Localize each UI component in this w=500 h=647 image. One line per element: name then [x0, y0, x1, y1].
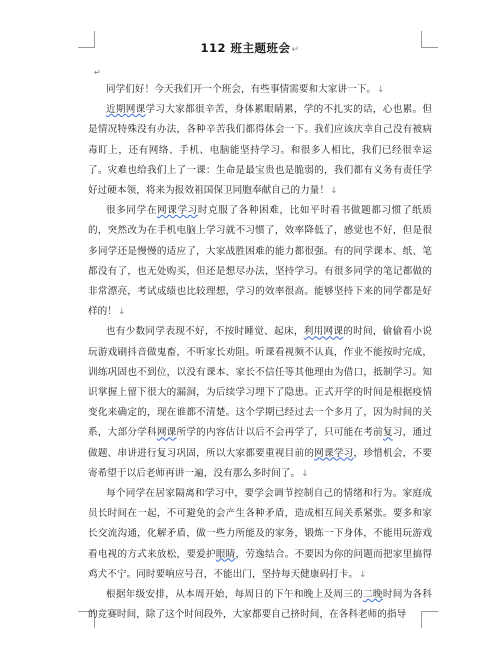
title-text: 112 班主题班会	[200, 41, 291, 55]
paragraph-text: 根据年级安排，从本周开始，每周日的下午和晚上及周三的	[106, 589, 364, 601]
paragraph-text: 学习大家都很辛苦，身体累眼睛累，学的不扎实的话，心也累。但是情况特殊没有办法，各种辛苦我们都得体会一下。我们应该庆幸自己没有被病毒盯上，还有网络、手机、电脑能坚持学习。和很多人相比，我们已经很幸运了。灾难也给我们上了一课：生命是最宝贵也是脆弱的，我们都有义务有责任学好过硬本领，将来为报效祖国保卫同胞奉献自己的力量！	[88, 104, 432, 197]
spellcheck-underlined-text: 近期网课	[106, 104, 146, 116]
paragraph-text: 的时间，偷偷看小说玩游戏刷抖音做鬼畜，不听家长劝阻。听课看视频不认真，作业不能按时完成，训练巩固也不到位，以没有课本、家长不信任等其他理由为借口，抵制学习。知识掌握上留下很大的漏洞，为后续学习埋下了隐患。正式开学的时间是根据疫情变化来确定的，现在谁都不清楚。这个学期已经过去一个多月了，因为时间的关系，大部分学科	[88, 326, 432, 439]
paragraph-text: 同学们好！今天我们开一个班会，有些事情需要和大家讲一下。	[106, 84, 377, 95]
paragraph-2	[88, 100, 432, 201]
spellcheck-underlined-text: 眼睛	[215, 548, 236, 560]
paragraph-3	[88, 201, 432, 322]
paragraph-mark: ↓	[117, 307, 126, 318]
cursor-caret: ↵	[94, 68, 101, 77]
paragraph-1	[88, 80, 432, 100]
paragraph-text: ，劳逸结合。不要因为你的问题而把家里搞得鸡犬不宁。同时要响应号召，不能出门，坚持每天健康码打卡。	[88, 548, 432, 580]
spellcheck-underlined-text: 网课学习	[157, 205, 198, 217]
paragraph-text: 习，通过做题、串讲进行复习巩固，所以大家都要重视目前的	[88, 427, 432, 459]
spellcheck-underlined-text: 利用网课	[303, 326, 344, 338]
paragraph-mark: ↓	[330, 186, 338, 197]
spellcheck-underlined-text: 网课	[156, 427, 177, 439]
paragraph-mark: ↓	[301, 468, 309, 479]
paragraph-5	[88, 484, 432, 585]
paragraph-text: ，珍惜机会，不要寄希望于以后老师再讲一遍，没有那么多时间了。	[88, 447, 432, 479]
spellcheck-underlined-text: 二晚	[363, 589, 383, 601]
spellcheck-underlined-text: 网课学习	[314, 447, 354, 459]
paragraph-4	[88, 322, 432, 484]
document-body[interactable]	[88, 80, 432, 625]
paragraph-text: 每个同学在居家隔离和学习中，要学会调节控制自己的情绪和行为。家庭成员长时间在一起，不可避免的会产生各种矛盾，造成相互间关系紧张。要多和家长交流沟通，化解矛盾，做一些力所能及的家务，锻炼一下身体，不能用玩游戏看电视的方式来放松，要爱护	[88, 488, 432, 560]
paragraph-mark: ↓	[359, 569, 367, 580]
paragraph-text: 很多同学在	[106, 205, 158, 217]
paragraph-6	[88, 585, 432, 625]
paragraph-mark: ↓	[377, 85, 385, 95]
paragraph-text: 时克服了各种困难，比如平时看书做题都习惯了纸质的，突然改为在手机电脑上学习就不习惯了，效率降低了，感觉也不好，但是很多同学还是慢慢的适应了，大家战胜困难的能力都很强。有的同学课本、纸、笔都没有了，也无处购买，但还是想尽办法，坚持学习。有很多同学的笔记都做的非常漂亮，考试成绩也比较理想，学习的效率很高。能够坚持下来的同学都是好样的！	[88, 205, 433, 318]
paragraph-text: 时间为各科的竞赛时间，除了这个时间段外，大家都要自己挤时间，在各科老师的指导	[88, 589, 432, 621]
spellcheck-underlined-text: 复	[382, 427, 393, 439]
page-title	[0, 40, 500, 56]
paragraph-text: 也有少数同学表现不好，不按时睡觉、起床，	[106, 326, 304, 338]
paragraph-mark: ↵	[291, 45, 300, 55]
paragraph-text: 所学的内容估计以后不会再学了，只可能在考前	[176, 427, 383, 439]
